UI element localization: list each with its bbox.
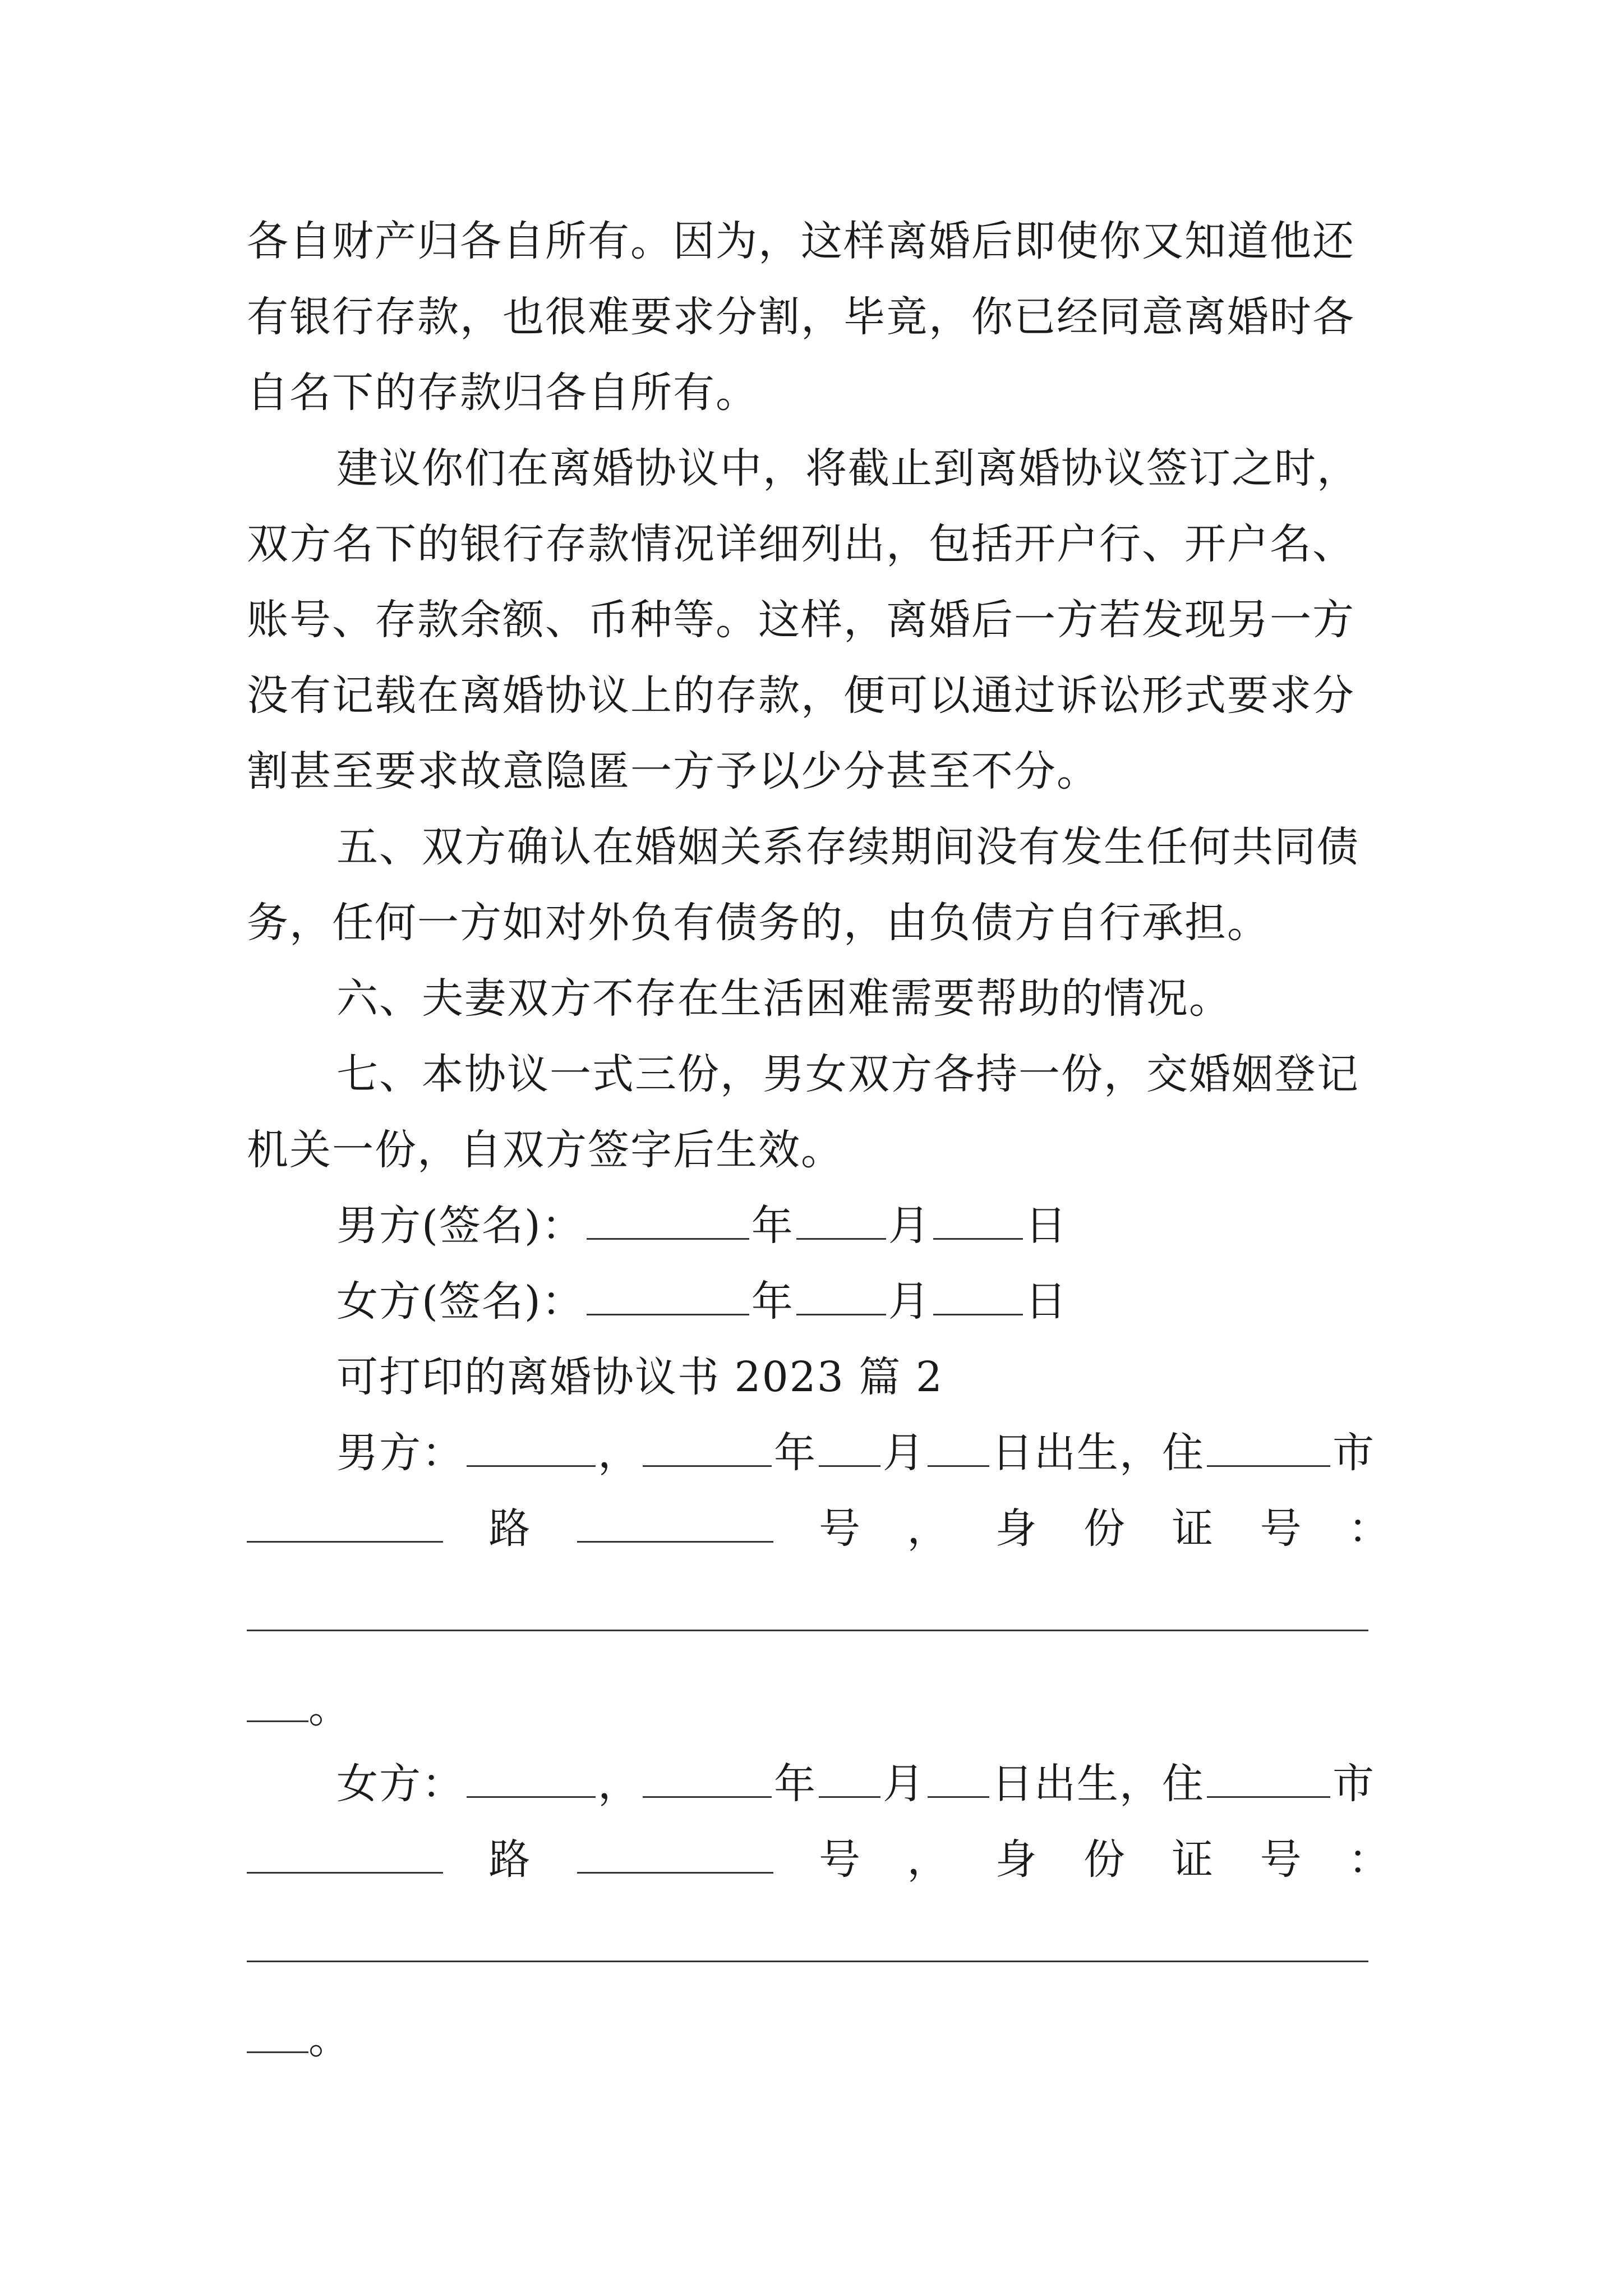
day-blank[interactable] — [928, 1428, 989, 1467]
city-blank[interactable] — [1207, 1428, 1330, 1467]
name-blank[interactable] — [467, 1759, 596, 1798]
month-label: 月 — [883, 1429, 925, 1477]
signature-line-female — [336, 1273, 1391, 1329]
day-label: 日 — [1025, 1202, 1068, 1250]
id-number-blank[interactable] — [247, 1961, 1368, 1962]
party-line-female — [336, 1756, 1391, 1812]
day-blank[interactable] — [933, 1277, 1023, 1315]
signature-blank[interactable] — [587, 1277, 749, 1315]
number-label: 号 — [818, 1835, 861, 1884]
city-blank[interactable] — [1207, 1759, 1330, 1798]
number-label: 号 — [818, 1504, 861, 1553]
road-label: 路 — [488, 1835, 532, 1884]
comma: ， — [907, 1504, 950, 1553]
id-end-line-female — [247, 2011, 1391, 2067]
id-number-blank-end[interactable] — [247, 2014, 308, 2053]
month-blank[interactable] — [819, 1428, 880, 1467]
party-label-male: 男方： — [336, 1429, 464, 1477]
id-label-char: 证 — [1172, 1504, 1215, 1553]
id-label-char: 身 — [995, 1835, 1038, 1884]
paragraph-line: 各自财产归各自所有。因为，这样离婚后即使你又知道他还 — [247, 217, 1355, 265]
year-label: 年 — [751, 1277, 794, 1326]
city-label: 市 — [1332, 1760, 1375, 1808]
street-blank[interactable] — [247, 1504, 443, 1543]
signature-line-male — [336, 1198, 1391, 1254]
id-number-blank[interactable] — [247, 1630, 1368, 1631]
paragraph-line: 割甚至要求故意隐匿一方予以少分甚至不分。 — [247, 747, 1099, 795]
day-label: 日 — [1025, 1277, 1068, 1326]
paragraph-line: 机关一份，自双方签字后生效。 — [247, 1126, 843, 1174]
address-id-line-male — [247, 1501, 1391, 1557]
name-blank[interactable] — [467, 1428, 596, 1467]
comma: ， — [907, 1835, 950, 1884]
paragraph-line: 自名下的存款归各自所有。 — [247, 369, 758, 417]
year-blank[interactable] — [643, 1428, 772, 1467]
street-blank[interactable] — [247, 1835, 443, 1874]
period: 。 — [308, 1684, 351, 1732]
id-label-char: 号 — [1260, 1835, 1303, 1884]
period: 。 — [308, 2015, 351, 2063]
signature-label-female: 女方(签名)： — [336, 1277, 584, 1326]
year-label: 年 — [774, 1429, 817, 1477]
id-label-char: 份 — [1083, 1835, 1126, 1884]
comma: ， — [598, 1760, 640, 1808]
id-label-char: 身 — [995, 1504, 1038, 1553]
house-number-blank[interactable] — [577, 1835, 773, 1874]
year-label: 年 — [751, 1202, 794, 1250]
house-number-blank[interactable] — [577, 1504, 773, 1543]
year-blank[interactable] — [643, 1759, 772, 1798]
day-blank[interactable] — [933, 1201, 1023, 1240]
paragraph-line: 没有记载在离婚协议上的存款，便可以通过诉讼形式要求分 — [247, 671, 1355, 720]
party-label-female: 女方： — [336, 1760, 464, 1808]
id-label-char: 证 — [1172, 1835, 1215, 1884]
month-blank[interactable] — [796, 1277, 886, 1315]
id-label-char: 份 — [1083, 1504, 1126, 1553]
month-label: 月 — [888, 1277, 931, 1326]
month-blank[interactable] — [819, 1759, 880, 1798]
id-number-blank-end[interactable] — [247, 1683, 308, 1722]
paragraph-line: 双方名下的银行存款情况详细列出，包括开户行、开户名、 — [247, 520, 1355, 568]
paragraph-line: 务，任何一方如对外负有债务的，由负债方自行承担。 — [247, 899, 1270, 947]
address-id-line-female — [247, 1832, 1391, 1888]
day-blank[interactable] — [928, 1759, 989, 1798]
month-label: 月 — [888, 1202, 931, 1250]
comma: ， — [598, 1429, 640, 1477]
signature-label-male: 男方(签名)： — [336, 1202, 584, 1250]
party-line-male — [336, 1425, 1391, 1481]
birth-residence-label: 日出生，住 — [992, 1429, 1205, 1477]
paragraph-line: 六、夫妻双方不存在生活困难需要帮助的情况。 — [336, 974, 1232, 1023]
paragraph-line: 有银行存款，也很难要求分割，毕竟，你已经同意离婚时各 — [247, 293, 1355, 341]
colon: ： — [1348, 1835, 1391, 1884]
id-end-line-male — [247, 1680, 1391, 1736]
colon: ： — [1348, 1504, 1391, 1553]
birth-residence-label: 日出生，住 — [992, 1760, 1205, 1808]
month-blank[interactable] — [796, 1201, 886, 1240]
paragraph-line: 七、本协议一式三份，男女双方各持一份，交婚姻登记 — [336, 1050, 1359, 1098]
city-label: 市 — [1332, 1429, 1375, 1477]
section-title: 可打印的离婚协议书 2023 篇 2 — [336, 1353, 943, 1401]
id-label-char: 号 — [1260, 1504, 1303, 1553]
paragraph-line: 账号、存款余额、币种等。这样，离婚后一方若发现另一方 — [247, 596, 1355, 644]
paragraph-line: 建议你们在离婚协议中，将截止到离婚协议签订之时， — [336, 444, 1359, 493]
year-label: 年 — [774, 1760, 817, 1808]
road-label: 路 — [488, 1504, 532, 1553]
signature-blank[interactable] — [587, 1201, 749, 1240]
month-label: 月 — [883, 1760, 925, 1808]
paragraph-line: 五、双方确认在婚姻关系存续期间没有发生任何共同债 — [336, 823, 1359, 871]
